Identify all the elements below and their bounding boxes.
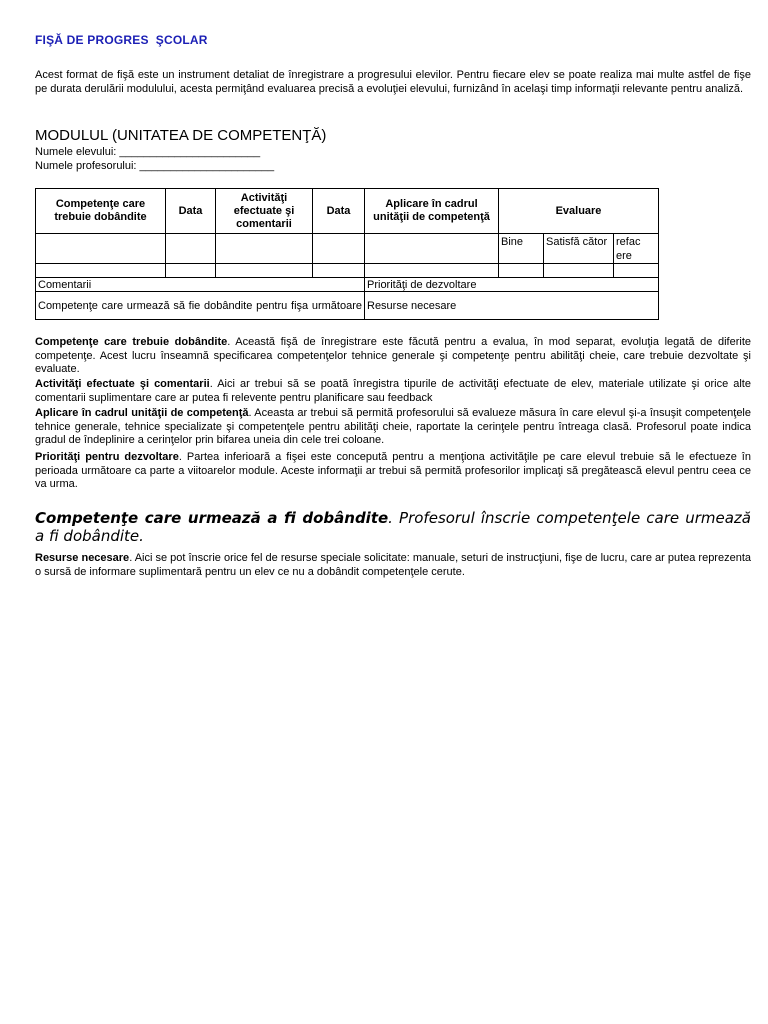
description-application <box>35 407 751 448</box>
table-row <box>36 264 659 278</box>
description-text: . Aici ar trebui să se poată înregistra tipurile de activităţi efectuate de elev, materiale utilizate şi orice alte comentarii suplimentare care ar putea fi relevente pentru planificare sau feedback <box>35 378 751 404</box>
table-row <box>36 234 659 264</box>
priorities-cell[interactable]: Priorităţi de dezvoltare <box>365 278 659 292</box>
table-cell[interactable] <box>36 234 166 264</box>
description-label: Competenţe care trebuie dobândite <box>35 336 228 348</box>
description-resources <box>35 552 751 579</box>
table-cell[interactable] <box>166 264 216 278</box>
table-cell[interactable] <box>499 264 544 278</box>
header-competencies: Competenţe care trebuie dobândite <box>36 189 166 234</box>
header-activities: Activităţi efectuate şi comentarii <box>216 189 313 234</box>
header-application: Aplicare în cadrul unităţii de competenţă <box>365 189 499 234</box>
table-cell[interactable] <box>36 264 166 278</box>
header-evaluation: Evaluare <box>499 189 659 234</box>
table-row <box>36 292 659 320</box>
highlight-paragraph <box>35 509 751 545</box>
eval-option-redo[interactable]: refac ere <box>614 234 659 264</box>
document-title: FIŞĂ DE PROGRES ŞCOLAR <box>35 33 208 47</box>
table-cell[interactable] <box>216 264 313 278</box>
description-label: Resurse necesare <box>35 552 130 564</box>
description-text: . Partea inferioară a fişei este concepută pentru a menţiona activităţile pe care elevul trebuie să le efectueze în perioada următoare ca parte a viitoarelor module. Aceste informaţii ar trebui să permită profesorilor implicaţi să pregătească elevul pentru ceea ce va urma. <box>35 451 751 490</box>
resources-cell[interactable]: Resurse necesare <box>365 292 659 320</box>
next-competencies-label: Competenţe care urmează să fie dobândite pentru fişa următoare <box>38 299 362 312</box>
table-cell[interactable] <box>544 264 614 278</box>
table-cell[interactable] <box>313 264 365 278</box>
description-competencies <box>35 336 751 377</box>
description-text: . Această fişă de înregistrare este făcută pentru a evalua, în mod separat, evoluţia legată de diferite competenţe. Acest lucru înseamnă specificarea competenţelor tehnice generale şi competenţe pentru abilităţi cheie, care trebuie dezvoltate şi evaluate. <box>35 336 752 375</box>
table-cell[interactable] <box>614 264 659 278</box>
highlight-label: Competenţe care urmează a fi dobândite <box>35 509 389 527</box>
eval-option-satisfactory[interactable]: Satisfă cător <box>544 234 614 264</box>
module-title: MODULUL (UNITATEA DE COMPETENŢĂ) <box>35 127 327 144</box>
description-text: . Aceasta ar trebui să permită profesorului să evalueze măsura în care elevul şi-a însuşit competenţele tehnice generale, tehnice specializate şi competenţele pentru abilităţi cheie, raportate la cerinţele pentru întreaga clasă. Profesorul poate indica gradul de îndeplinire a cerinţelor prin bifarea uneia din cele trei coloane. <box>35 407 751 446</box>
next-competencies-cell[interactable] <box>36 292 365 320</box>
header-date-2: Data <box>313 189 365 234</box>
table-row <box>36 278 659 292</box>
table-cell[interactable] <box>313 234 365 264</box>
description-priorities <box>35 451 751 492</box>
comments-cell[interactable]: Comentarii <box>36 278 365 292</box>
table-cell[interactable] <box>365 264 499 278</box>
progress-table <box>35 188 659 320</box>
description-label: Aplicare în cadrul unităţii de competenţă <box>35 407 249 419</box>
table-cell[interactable] <box>166 234 216 264</box>
description-activities <box>35 378 751 405</box>
description-label: Activităţi efectuate şi comentarii <box>35 378 210 390</box>
teacher-name-field: Numele profesorului: ______________________ <box>35 160 275 172</box>
table-cell[interactable] <box>365 234 499 264</box>
student-name-field: Numele elevului: _______________________ <box>35 146 261 158</box>
eval-option-good[interactable]: Bine <box>499 234 544 264</box>
intro-paragraph: Acest format de fişă este un instrument detaliat de înregistrare a progresului elevilor. Pentru fiecare elev se poate realiza mai multe astfel de fişe pe durata derulării modulului, acesta permiţând evaluarea precisă a evoluţiei elevului, furnizând în acelaşi timp informaţii relevante pentru analiză. <box>35 69 751 95</box>
highlight-text: . Profesorul înscrie competenţele care urmează a fi dobândite. <box>35 509 751 545</box>
description-label: Priorităţi pentru dezvoltare <box>35 451 179 463</box>
table-cell[interactable] <box>216 234 313 264</box>
header-date-1: Data <box>166 189 216 234</box>
description-text: . Aici se pot înscrie orice fel de resurse speciale solicitate: manuale, seturi de instrucţiuni, fişe de lucru, care ar putea reprezenta o sursă de informare suplimentară pentru un elev ce nu a dobândit competenţele cerute. <box>35 552 751 578</box>
